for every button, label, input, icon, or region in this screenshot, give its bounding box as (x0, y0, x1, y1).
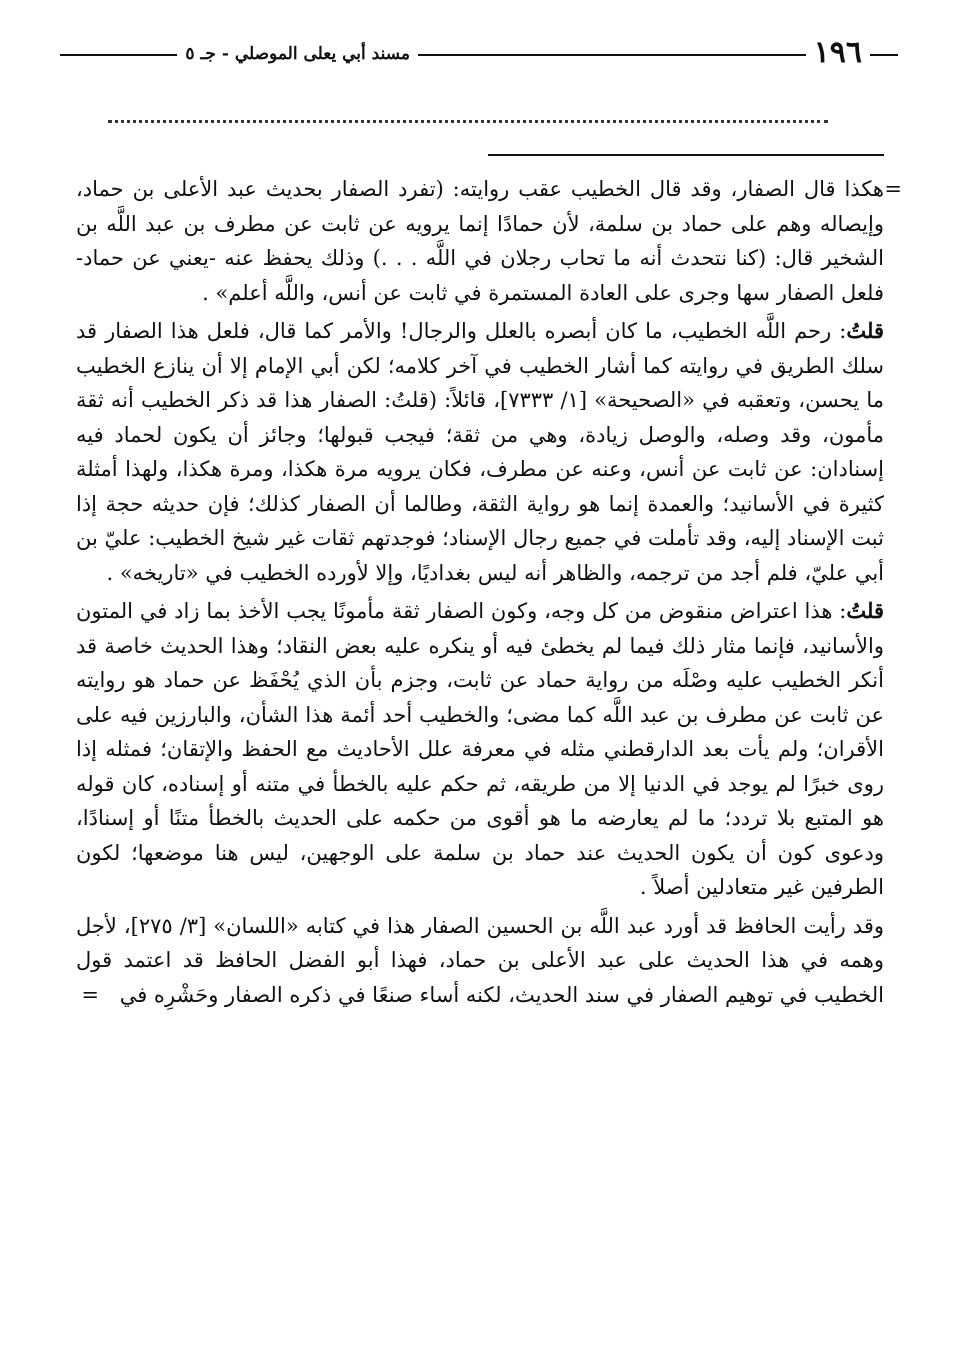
paragraph-lead: قلتُ (846, 318, 884, 343)
footnote-rule (488, 154, 884, 156)
dotted-separator (108, 120, 828, 123)
continuation-mark-end: = (81, 982, 100, 1007)
book-title: مسند أبي يعلى الموصلي - جـ ٥ (177, 40, 418, 68)
page-number: ١٩٦ (806, 34, 870, 72)
running-header (60, 34, 898, 74)
paragraph (76, 909, 884, 1013)
paragraph-text: وقد رأيت الحافظ قد أورد عبد اللَّه بن الحسين الصفار هذا في كتابه «اللسان» [٣/ ٢٧٥]، لأجل وهمه في هذا الحديث على عبد الأعلى بن حماد، فهذا أبو الفضل الحافظ قد اعتمد قول الخطيب في توهيم الصفار في سند الحديث، لكنه أساء صنعًا في ذكره الصفار وحَشْرِه في (76, 913, 885, 1007)
footnote-body (76, 172, 902, 1016)
continuation-mark-start: = (884, 177, 902, 201)
paragraph-lead: قلتُ (846, 598, 884, 623)
paragraph-text: : رحم اللَّه الخطيب، ما كان أبصره بالعلل والرجال! والأمر كما قال، فلعل هذا الصفار قد سلك الطريق في روايته كما أشار الخطيب في آخر كلامه؛ لكن أبي الإمام إلا أن ينازع الخطيب ما يحسن، وتعقبه في «الصحيحة» [١/ ٧٣٣٣]، قائلاً: (قلتُ: الصفار هذا قد ذكر الخطيب أنه ثقة مأمون، وقد وصله، والوصل زيادة، وهي من ثقة؛ فيجب قبولها؛ وجائز أن يكون لحماد فيه إسنادان: عن ثابت عن أنس، وعنه عن مطرف، فكان يرويه مرة هكذا، ومرة هكذا، ولهذا أمثلة كثيرة في الأسانيد؛ والعمدة إنما هو رواية الثقة، وطالما أن الصفار كذلك؛ فإن حديثه حجة إذا ثبت الإسناد إليه، وقد تأملت في جميع رجال الإسناد؛ فوجدتهم ثقات غير شيخ الخطيب: عليّ بن أبي عليّ، فلم أجد من ترجمه، والظاهر أنه ليس بغداديًا، وإلا لأورده الخطيب في «تاريخه» . (76, 319, 884, 585)
paragraph-text: هكذا قال الصفار، وقد قال الخطيب عقب روايته: (تفرد الصفار بحديث عبد الأعلى بن حماد، وإيصاله وهم على حماد بن سلمة، لأن حمادًا إنما يرويه عن ثابت عن مطرف بن عبد اللَّه بن الشخير قال: (كنا نتحدث أنه ما تحاب رجلان في اللَّه . . .) وذلك يحفظ عنه -يعني عن حماد- فلعل الصفار سها وجرى على العادة المستمرة في ثابت عن أنس، واللَّه أعلم» . (76, 177, 884, 305)
paragraph-text: : هذا اعتراض منقوض من كل وجه، وكون الصفار ثقة مأمونًا يجب الأخذ بما زاد في المتون والأسانيد، فإنما مثار ذلك فيما لم يخطئ فيه أو ينكره عليه بعض النقاد؛ وهذا الحديث خاصة قد أنكر الخطيب عليه وصْلَه من رواية حماد عن ثابت، وجزم بأن الذي يُحْفَظ عن حماد هو روايته عن ثابت عن مطرف بن عبد اللَّه كما مضى؛ والخطيب أحد أئمة هذا الشأن، والبارزين فيه على الأقران؛ ولم يأت بعد الدارقطني مثله في معرفة علل الأحاديث مع الحفظ والإتقان؛ فمثله إذا روى خبرًا لم يوجد في الدنيا إلا من طريقه، ثم حكم عليه بالخطأ في متنه أو إسناده، كان قوله هو المتبع بلا تردد؛ ما لم يعارضه ما هو أقوى من حكمه على الحديث بالخطأ متنًا أو إسنادًا، ودعوى كون أن يكون الحديث عند حماد بن سلمة على الوجهين، ليس هنا موضعها؛ لكون الطرفين غير متعادلين أصلاً . (76, 599, 885, 899)
paragraph (76, 314, 884, 590)
paragraph (76, 594, 884, 905)
paragraph (76, 172, 902, 310)
